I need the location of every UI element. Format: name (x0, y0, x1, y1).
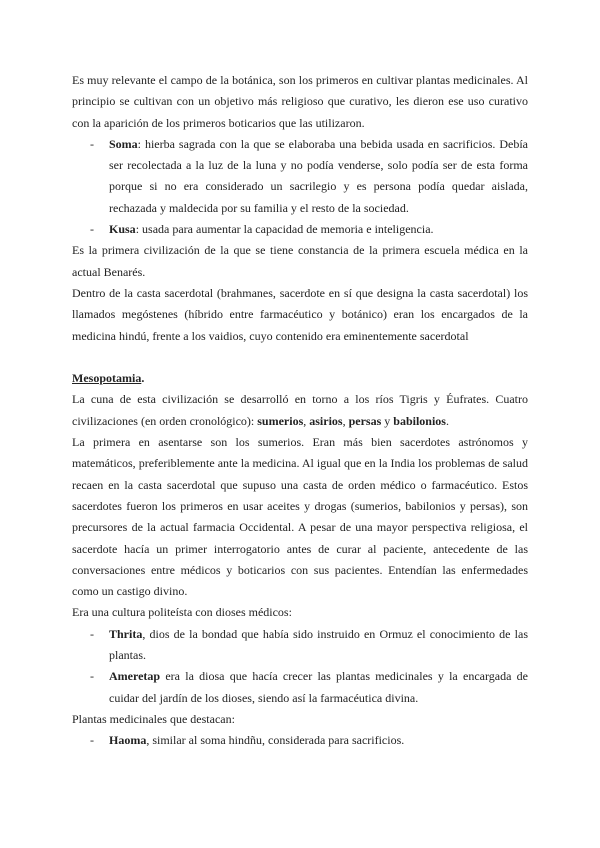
term-thrita: Thrita (109, 626, 143, 641)
desc-soma: : hierba sagrada con la que se elaboraba una bebida usada en sacrificios. Debía ser recolectada a la luz de la luna y no podía venderse, solo podía ser de esta forma porque si no era considerado un sacrilegio y es persona podía quedar aislada, rechazada y maldecida por su familia y el resto de la sociedad. (109, 136, 528, 215)
term-soma: Soma (109, 136, 138, 151)
paragraph-school: Es la primera civilización de la que se tiene constancia de la primera escuela médica en la actual Benarés. (72, 243, 528, 279)
bullet-dash: - (90, 733, 94, 748)
heading-period: . (141, 371, 145, 386)
section-heading: Mesopotamia (72, 371, 142, 386)
bullet-dash: - (90, 222, 94, 237)
list-item-kusa (72, 219, 528, 240)
list-item-ameretap (72, 666, 528, 709)
sep: , (303, 413, 310, 428)
sentence-end: . (445, 413, 449, 428)
blank-line (72, 347, 528, 368)
desc-haoma: , similar al soma hindñu, considerada para sacrificios. (146, 733, 405, 748)
paragraph-plants: Plantas medicinales que destacan: (72, 711, 235, 726)
paragraph-botany: Es muy relevante el campo de la botánica, son los primeros en cultivar plantas medicinales. Al principio se cultivan con un objetivo más religioso que curativo, les dieron ese uso curativo con la aparición de los primeros boticarios que las utilizaron. (72, 73, 528, 130)
bullet-dash: - (90, 626, 94, 641)
term-kusa: Kusa (109, 222, 136, 237)
bullet-dash: - (90, 136, 94, 151)
list-item-soma (72, 134, 528, 219)
term-sumerios: sumerios (257, 413, 304, 428)
bullet-dash: - (90, 669, 94, 684)
sep: y (381, 413, 394, 428)
list-item-haoma (72, 730, 528, 751)
term-asirios: asirios (309, 413, 343, 428)
term-ameretap: Ameretap (109, 669, 161, 684)
section-heading-line (72, 368, 528, 389)
document-page (72, 70, 528, 752)
paragraph-sumerians: La primera en asentarse son los sumerios. Eran más bien sacerdotes astrónomos y matemáticos, preferiblemente ante la medicina. Al igual que en la India los problemas de salud recaen en la casta sacerdotal que supuso una casta de orden médico o farmacéutico. Estos sacerdotes fueron los primeros en usar aceites y drogas (sumerios, babilonios y persas), son precursores de la actual farmacia Occidental. A pesar de una mayor perspectiva religiosa, el sacerdote hacía un primer interrogatorio antes de curar al paciente, antecedente de las conversaciones entre médicos y boticarios con sus pacientes. Entendían las enfermedades como un castigo divino. (72, 435, 528, 599)
paragraph-civilizations (72, 389, 528, 432)
desc-kusa: : usada para aumentar la capacidad de memoria e inteligencia. (135, 222, 434, 237)
list-item-thrita (72, 624, 528, 667)
civilizations-text: La cuna de esta civilización se desarrolló en torno a los ríos Tigris y Éufrates. Cuatro civilizaciones (en orden cronológico): (72, 392, 528, 428)
term-haoma: Haoma (109, 733, 147, 748)
desc-ameretap: era la diosa que hacía crecer las plantas medicinales y la encargada de cuidar del jardín de los dioses, siendo así la farmacéutica divina. (109, 669, 528, 705)
term-persas: persas (348, 413, 382, 428)
desc-thrita: , dios de la bondad que había sido instruido en Ormuz el conocimiento de las plantas. (109, 626, 528, 663)
term-babilonios: babilonios (393, 413, 446, 428)
sep: , (342, 413, 349, 428)
paragraph-caste: Dentro de la casta sacerdotal (brahmanes, sacerdote en sí que designa la casta sacerdotal) los llamados megóstenes (híbrido entre farmacéutico y botánico) eran los encargados de la medicina hindú, frente a los vaidios, cuyo contenido era eminentemente sacerdotal (72, 285, 528, 343)
paragraph-polytheism: Era una cultura politeísta con dioses médicos: (72, 605, 292, 620)
